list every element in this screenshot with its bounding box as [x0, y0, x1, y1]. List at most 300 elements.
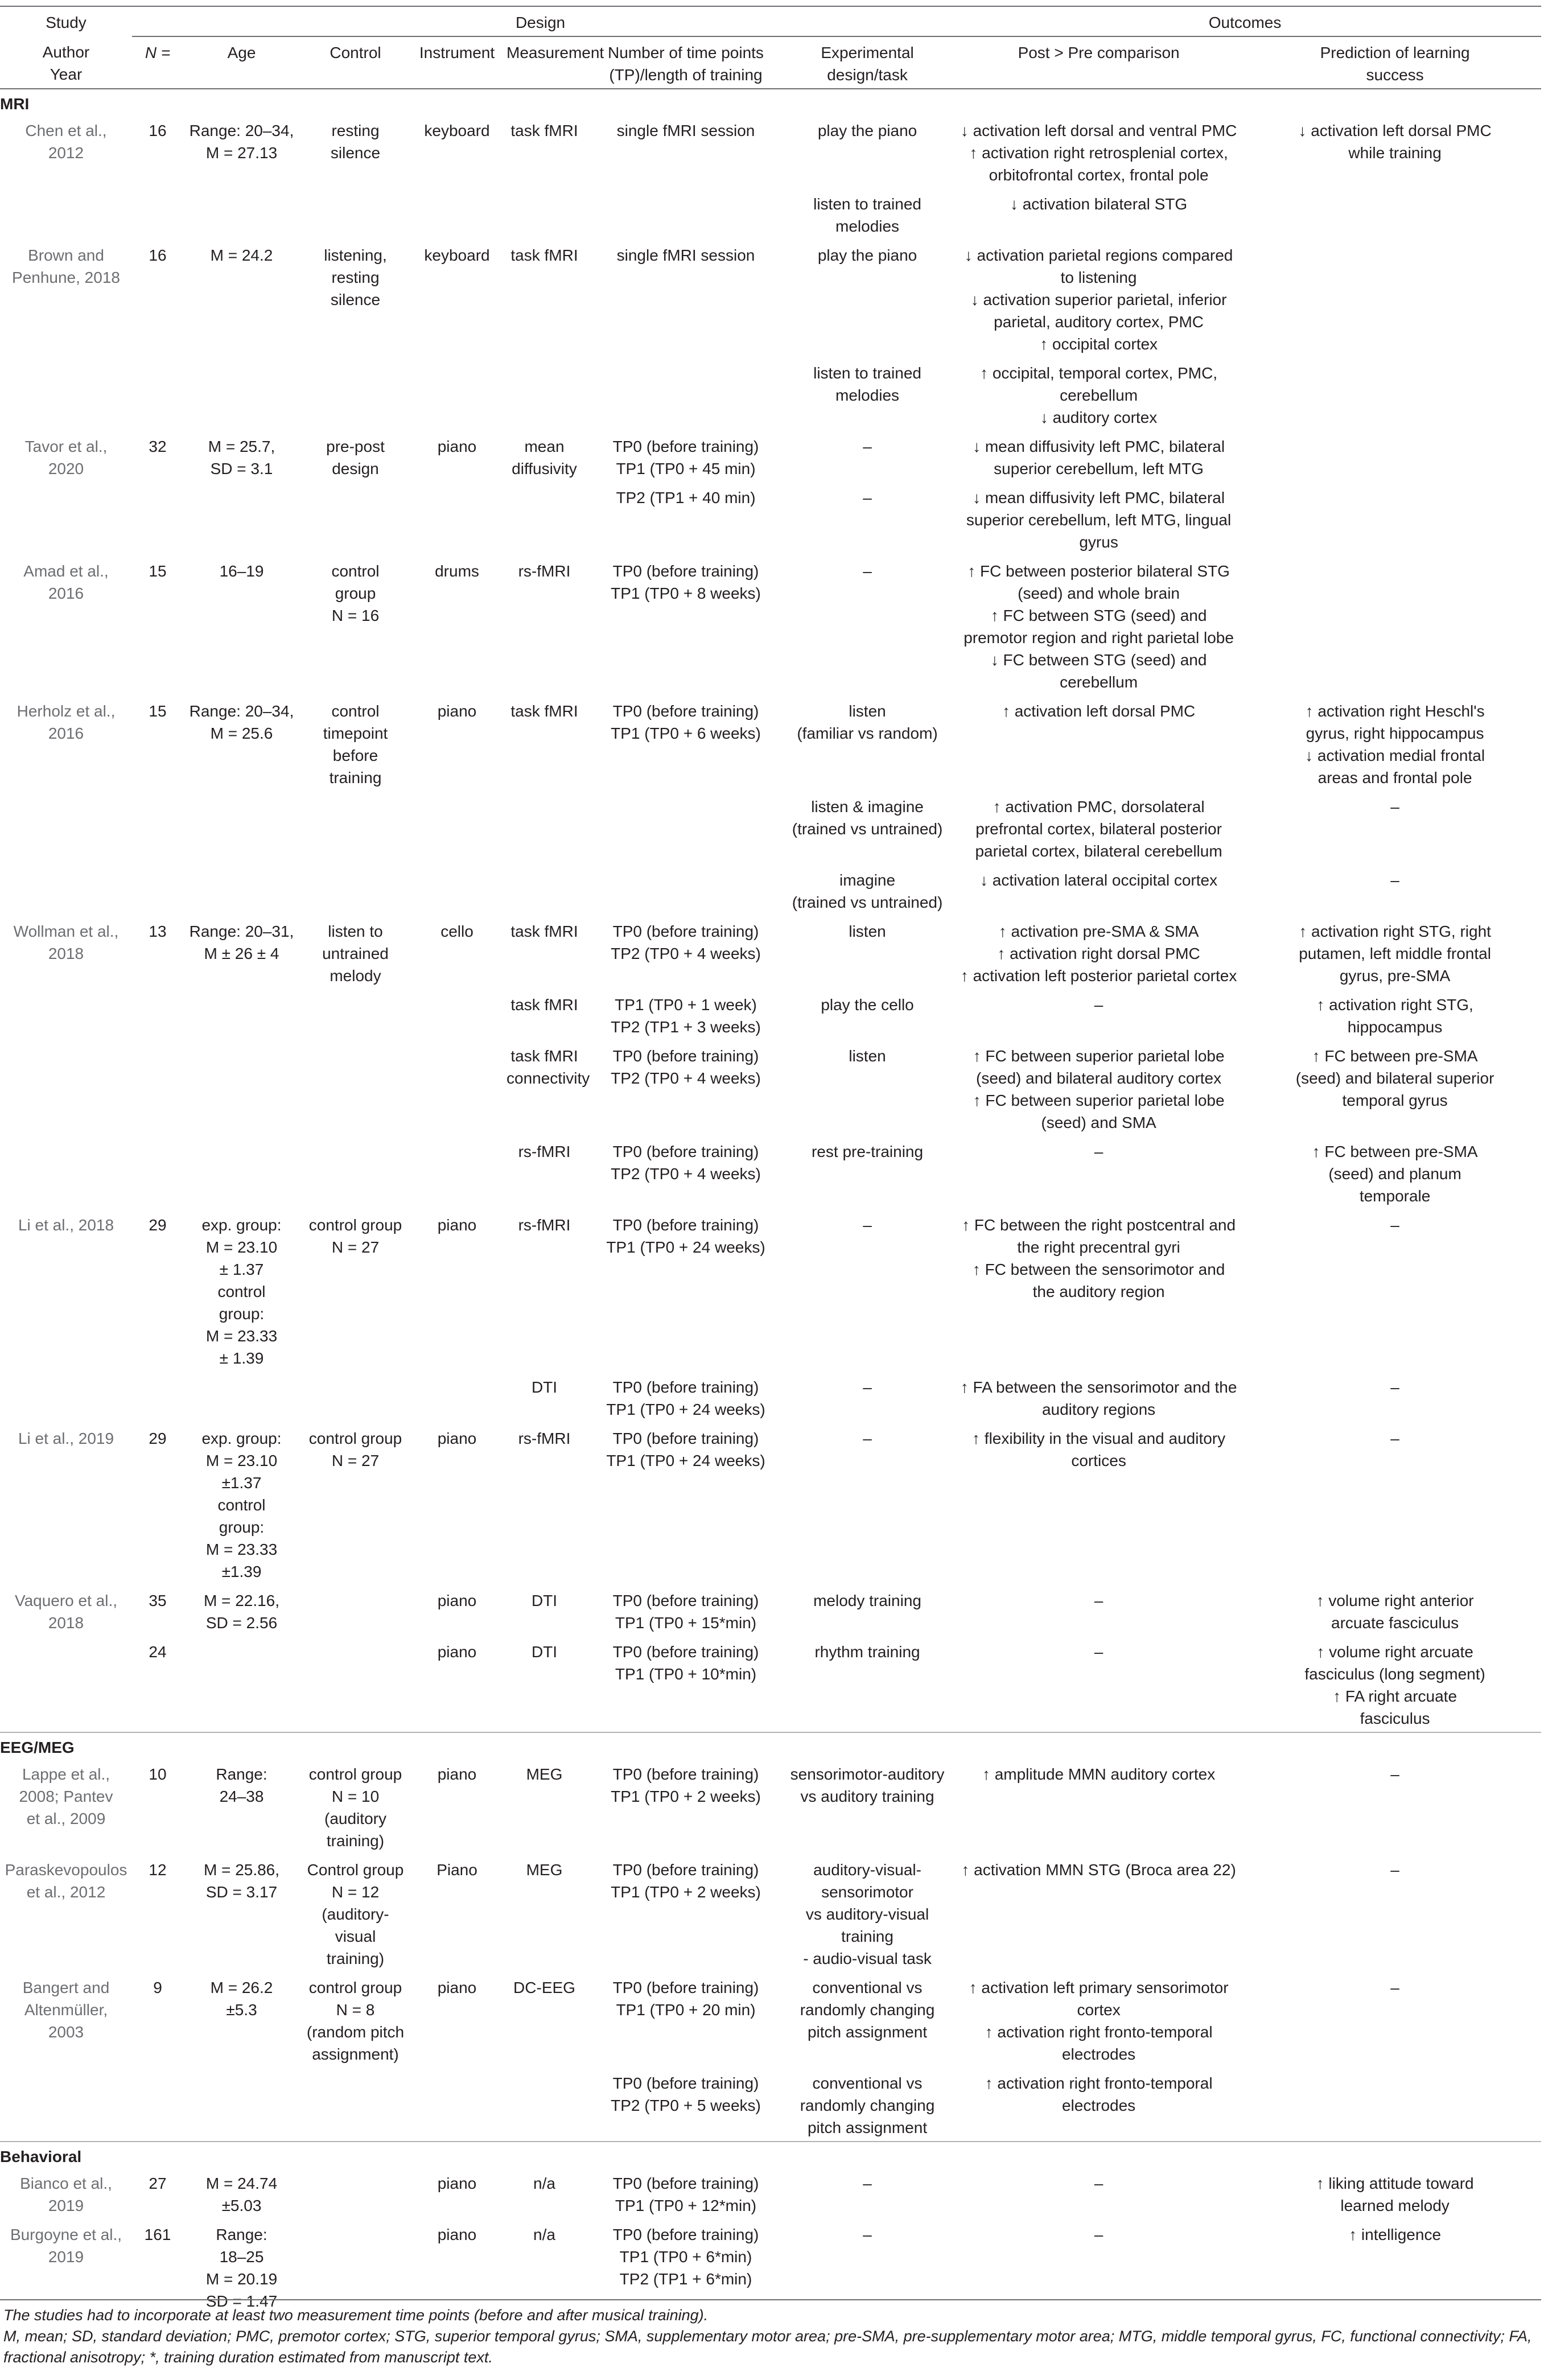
- cell-instrument: drums: [435, 562, 479, 580]
- cell-timepoints: TP0 (before training) TP1 (TP0 + 45 min): [612, 438, 759, 477]
- cell-age: M = 24.2: [210, 246, 273, 264]
- cell-timepoints: TP0 (before training) TP1 (TP0 + 24 weeks): [606, 1430, 765, 1469]
- cell-post-pre: ↑ FC between the right postcentral and the right precentral gyri ↑ FC between the sensorimotor and the auditory region: [962, 1216, 1236, 1300]
- cell-timepoints: single fMRI session: [616, 246, 755, 264]
- cell-age: [183, 188, 300, 240]
- cell-study: Vaquero et al., 2018: [14, 1592, 118, 1632]
- cell-timepoints: TP0 (before training) TP1 (TP0 + 24 weeks): [606, 1216, 765, 1256]
- cell-prediction: [1249, 188, 1541, 240]
- cell-age: M = 26.2 ±5.3: [210, 1979, 273, 2019]
- cell-n: 35: [149, 1592, 167, 1609]
- notes-divider: [0, 2299, 1541, 2300]
- cell-control: [300, 188, 411, 240]
- cell-age: [183, 2068, 300, 2142]
- header-design: Design: [132, 6, 949, 36]
- cell-post-pre: –: [1094, 996, 1104, 1014]
- studies-table: [0, 6, 1541, 2315]
- col-instrument: Instrument: [419, 44, 495, 61]
- cell-age: [183, 989, 300, 1040]
- cell-post-pre: ↑ activation left dorsal PMC: [1002, 702, 1196, 720]
- cell-experimental: –: [863, 438, 872, 455]
- cell-experimental: conventional vs randomly changing pitch assignment: [800, 2074, 935, 2136]
- cell-measurement: mean diffusivity: [512, 438, 577, 477]
- table-row: [0, 431, 1541, 482]
- cell-measurement: [503, 2068, 586, 2142]
- cell-study: Burgoyne et al., 2019: [10, 2226, 122, 2266]
- cell-n: [132, 482, 183, 555]
- cell-instrument: piano: [437, 2226, 477, 2243]
- cell-n: 15: [149, 702, 167, 720]
- table-row: [0, 188, 1541, 240]
- cell-instrument: piano: [437, 2175, 477, 2192]
- cell-control: pre-post design: [326, 438, 385, 477]
- cell-post-pre: –: [1094, 2175, 1104, 2192]
- cell-age: [183, 1636, 300, 1732]
- cell-control: [300, 791, 411, 864]
- col-timepoints: Number of time points (TP)/length of training: [608, 44, 764, 84]
- cell-timepoints: TP1 (TP0 + 1 week) TP2 (TP1 + 3 weeks): [611, 996, 761, 1036]
- cell-post-pre: ↑ flexibility in the visual and auditory cortices: [972, 1430, 1226, 1469]
- cell-prediction: ↑ liking attitude toward learned melody: [1316, 2175, 1474, 2214]
- cell-age: [183, 1136, 300, 1209]
- cell-study: Lappe et al., 2008; Pantev et al., 2009: [19, 1765, 113, 1827]
- header-outcomes: Outcomes: [949, 6, 1541, 36]
- cell-measurement: rs-fMRI: [518, 1216, 571, 1234]
- table-row: [0, 240, 1541, 357]
- table-row: [0, 1972, 1541, 2068]
- cell-measurement: task fMRI: [510, 923, 578, 940]
- table-row: [0, 1423, 1541, 1585]
- table-row: [0, 555, 1541, 695]
- cell-measurement: MEG: [526, 1861, 563, 1879]
- cell-timepoints: TP0 (before training) TP1 (TP0 + 24 weeks): [606, 1378, 765, 1418]
- cell-age: exp. group: M = 23.10 ± 1.37 control group: M = 23.33 ± 1.39: [201, 1216, 282, 1367]
- cell-prediction: [1249, 357, 1541, 431]
- cell-post-pre: ↑ activation right fronto-temporal electrodes: [985, 2074, 1213, 2114]
- cell-n: 29: [149, 1216, 167, 1234]
- cell-study: [0, 1136, 132, 1209]
- cell-post-pre: ↑ activation PMC, dorsolateral prefrontal cortex, bilateral posterior parietal cortex, bilateral cerebellum: [975, 798, 1222, 860]
- header-columns-row: [0, 36, 1541, 89]
- cell-timepoints: TP0 (before training) TP1 (TP0 + 10*min): [612, 1643, 759, 1683]
- cell-prediction: –: [1390, 1861, 1399, 1879]
- cell-experimental: rhythm training: [814, 1643, 920, 1661]
- cell-post-pre: ↑ FA between the sensorimotor and the auditory regions: [960, 1378, 1237, 1418]
- cell-experimental: play the cello: [821, 996, 914, 1014]
- cell-post-pre: ↑ activation MMN STG (Broca area 22): [961, 1861, 1236, 1879]
- cell-timepoints: TP0 (before training) TP1 (TP0 + 20 min): [612, 1979, 759, 2019]
- cell-instrument: [411, 864, 503, 916]
- cell-measurement: task fMRI connectivity: [507, 1047, 590, 1087]
- cell-post-pre: –: [1094, 1643, 1104, 1661]
- cell-prediction: [1249, 240, 1541, 357]
- cell-instrument: piano: [437, 438, 477, 455]
- cell-experimental: play the piano: [817, 246, 917, 264]
- cell-post-pre: –: [1094, 2226, 1104, 2243]
- cell-instrument: [411, 357, 503, 431]
- cell-measurement: DC-EEG: [513, 1979, 575, 1996]
- col-prediction: Prediction of learning success: [1320, 44, 1470, 84]
- cell-measurement: task fMRI: [510, 246, 578, 264]
- section-label: MRI: [0, 95, 30, 113]
- cell-measurement: task fMRI: [510, 122, 578, 139]
- cell-prediction: ↑ activation right STG, hippocampus: [1316, 996, 1473, 1036]
- col-measurement: Measurement: [507, 44, 604, 61]
- col-experimental: Experimental design/task: [821, 44, 914, 84]
- cell-n: [132, 357, 183, 431]
- cell-control: control group N = 27: [308, 1216, 402, 1256]
- cell-age: M = 22.16, SD = 2.56: [203, 1592, 280, 1632]
- cell-post-pre: ↓ activation lateral occipital cortex: [980, 871, 1218, 889]
- cell-n: [132, 1372, 183, 1423]
- cell-prediction: –: [1390, 1216, 1399, 1234]
- table-row: [0, 916, 1541, 989]
- cell-experimental: –: [863, 2175, 872, 2192]
- cell-experimental: listen to trained melodies: [813, 364, 921, 404]
- cell-age: [183, 1372, 300, 1423]
- cell-post-pre: ↑ FC between posterior bilateral STG (seed) and whole brain ↑ FC between STG (seed) and premotor region and right parietal lobe ↓ FC between STG (seed) and cerebellum: [964, 562, 1234, 691]
- cell-experimental: listen to trained melodies: [813, 195, 921, 235]
- cell-post-pre: ↑ amplitude MMN auditory cortex: [982, 1765, 1216, 1783]
- col-age: Age: [227, 44, 256, 61]
- cell-timepoints: TP0 (before training) TP1 (TP0 + 2 weeks): [611, 1861, 761, 1901]
- table-notes: [3, 2305, 1540, 2368]
- cell-control: [300, 1636, 411, 1732]
- table-row: [0, 2168, 1541, 2219]
- cell-study: [0, 2068, 132, 2142]
- cell-age: M = 25.7, SD = 3.1: [208, 438, 275, 477]
- cell-instrument: piano: [437, 1216, 477, 1234]
- cell-post-pre: –: [1094, 1143, 1104, 1160]
- cell-timepoints: TP0 (before training) TP1 (TP0 + 6*min) TP2 (TP1 + 6*min): [612, 2226, 759, 2288]
- cell-n: 15: [149, 562, 167, 580]
- cell-age: [183, 864, 300, 916]
- cell-prediction: ↑ FC between pre-SMA (seed) and bilateral superior temporal gyrus: [1295, 1047, 1494, 1109]
- cell-measurement: DTI: [531, 1378, 558, 1396]
- cell-instrument: [411, 791, 503, 864]
- cell-experimental: listen & imagine (trained vs untrained): [792, 798, 943, 838]
- table-row: [0, 1372, 1541, 1423]
- cell-instrument: [411, 2068, 503, 2142]
- cell-instrument: piano: [437, 1430, 477, 1447]
- cell-experimental: –: [863, 489, 872, 507]
- cell-control: control group N = 27: [308, 1430, 402, 1469]
- cell-prediction: –: [1390, 1378, 1399, 1396]
- cell-timepoints: [586, 357, 786, 431]
- cell-measurement: [503, 864, 586, 916]
- cell-experimental: auditory-visual- sensorimotor vs auditory-visual training - audio-visual task: [803, 1861, 932, 1967]
- cell-study: Bangert and Altenmüller, 2003: [22, 1979, 110, 2041]
- cell-age: [183, 482, 300, 555]
- cell-measurement: n/a: [533, 2226, 555, 2243]
- cell-instrument: keyboard: [424, 246, 490, 264]
- cell-prediction: ↑ activation right Heschl's gyrus, right hippocampus ↓ activation medial frontal areas and frontal pole: [1305, 702, 1485, 787]
- cell-control: [300, 989, 411, 1040]
- cell-experimental: listen (familiar vs random): [797, 702, 938, 742]
- cell-prediction: [1249, 431, 1541, 482]
- cell-experimental: listen: [849, 923, 886, 940]
- cell-post-pre: ↑ activation left primary sensorimotor cortex ↑ activation right fronto-temporal electrodes: [969, 1979, 1229, 2063]
- cell-instrument: [411, 482, 503, 555]
- cell-study: [0, 1040, 132, 1136]
- cell-prediction: ↑ volume right arcuate fasciculus (long segment) ↑ FA right arcuate fasciculus: [1304, 1643, 1485, 1727]
- col-author-year: Author Year: [42, 43, 90, 83]
- cell-prediction: ↑ intelligence: [1349, 2226, 1442, 2243]
- cell-post-pre: ↓ activation parietal regions compared to listening ↓ activation superior parietal, inferior parietal, auditory cortex, PMC ↑ occipital cortex: [964, 246, 1233, 353]
- cell-experimental: –: [863, 2226, 872, 2243]
- cell-control: [300, 2168, 411, 2219]
- cell-instrument: [411, 1372, 503, 1423]
- cell-n: 9: [153, 1979, 162, 1996]
- cell-control: resting silence: [330, 122, 381, 162]
- table-row: [0, 864, 1541, 916]
- section-label: EEG/MEG: [0, 1732, 1541, 1759]
- cell-measurement: DTI: [531, 1592, 558, 1609]
- cell-measurement: [503, 188, 586, 240]
- table-row: [0, 791, 1541, 864]
- cell-study: [0, 188, 132, 240]
- cell-study: Li et al., 2018: [18, 1216, 114, 1234]
- cell-timepoints: TP2 (TP1 + 40 min): [616, 489, 756, 507]
- cell-n: 13: [149, 923, 167, 940]
- cell-measurement: task fMRI: [510, 996, 578, 1014]
- cell-measurement: rs-fMRI: [518, 1143, 571, 1160]
- cell-n: 161: [144, 2226, 171, 2243]
- cell-control: [300, 1136, 411, 1209]
- table-row: [0, 1209, 1541, 1372]
- cell-study: [0, 482, 132, 555]
- cell-n: [132, 188, 183, 240]
- cell-timepoints: TP0 (before training) TP1 (TP0 + 8 weeks): [611, 562, 761, 602]
- cell-timepoints: TP0 (before training) TP1 (TP0 + 6 weeks): [611, 702, 761, 742]
- cell-prediction: ↑ FC between pre-SMA (seed) and planum temporale: [1312, 1143, 1478, 1205]
- cell-experimental: imagine (trained vs untrained): [792, 871, 943, 911]
- cell-prediction: –: [1390, 1430, 1399, 1447]
- cell-n: 24: [149, 1643, 167, 1661]
- cell-instrument: [411, 188, 503, 240]
- cell-control: listening, resting silence: [324, 246, 387, 308]
- cell-n: [132, 989, 183, 1040]
- cell-experimental: –: [863, 1216, 872, 1234]
- cell-experimental: –: [863, 1378, 872, 1396]
- cell-n: [132, 791, 183, 864]
- cell-control: [300, 1372, 411, 1423]
- table-row: [0, 357, 1541, 431]
- cell-timepoints: TP0 (before training) TP2 (TP0 + 4 weeks): [611, 1047, 761, 1087]
- cell-control: [300, 1585, 411, 1636]
- cell-instrument: piano: [437, 1592, 477, 1609]
- section-row-eeg: [0, 1732, 1541, 1759]
- cell-prediction: [1249, 555, 1541, 695]
- cell-age: M = 25.86, SD = 3.17: [203, 1861, 280, 1901]
- cell-prediction: –: [1390, 871, 1399, 889]
- table-row: [0, 1585, 1541, 1636]
- cell-experimental: listen: [849, 1047, 886, 1065]
- section-row-mri: [0, 89, 1541, 115]
- cell-prediction: [1249, 2068, 1541, 2142]
- cell-n: 27: [149, 2175, 167, 2192]
- cell-experimental: play the piano: [817, 122, 917, 139]
- table-row: [0, 1636, 1541, 1732]
- cell-experimental: sensorimotor-auditory vs auditory training: [790, 1765, 945, 1805]
- cell-post-pre: ↑ occipital, temporal cortex, PMC, cerebellum ↓ auditory cortex: [980, 364, 1218, 426]
- cell-study: Herholz et al., 2016: [17, 702, 116, 742]
- cell-instrument: [411, 1040, 503, 1136]
- cell-measurement: [503, 791, 586, 864]
- table-row: [0, 1136, 1541, 1209]
- cell-control: control group N = 10 (auditory training): [308, 1765, 402, 1850]
- cell-timepoints: TP0 (before training) TP1 (TP0 + 15*min): [612, 1592, 759, 1632]
- note-line-1: The studies had to incorporate at least two measurement time points (before and after musical training).: [3, 2307, 709, 2324]
- cell-post-pre: ↓ mean diffusivity left PMC, bilateral superior cerebellum, left MTG: [973, 438, 1225, 477]
- cell-measurement: rs-fMRI: [518, 1430, 571, 1447]
- table-body: [0, 89, 1541, 2315]
- col-n: N =: [145, 44, 171, 61]
- cell-instrument: [411, 989, 503, 1040]
- cell-timepoints: TP0 (before training) TP1 (TP0 + 12*min): [612, 2175, 759, 2214]
- cell-study: [0, 1636, 132, 1732]
- cell-timepoints: [586, 791, 786, 864]
- cell-timepoints: single fMRI session: [616, 122, 755, 139]
- cell-prediction: ↓ activation left dorsal PMC while training: [1298, 122, 1492, 162]
- cell-control: [300, 2068, 411, 2142]
- section-row-behavioral: [0, 2142, 1541, 2168]
- cell-age: [183, 357, 300, 431]
- cell-n: 16: [149, 122, 167, 139]
- cell-instrument: Piano: [437, 1861, 477, 1879]
- table-row: [0, 989, 1541, 1040]
- cell-control: control group N = 8 (random pitch assignment): [306, 1979, 405, 2063]
- cell-timepoints: TP0 (before training) TP2 (TP0 + 4 weeks): [611, 1143, 761, 1183]
- header-group-row: [0, 6, 1541, 36]
- cell-post-pre: ↑ activation pre-SMA & SMA ↑ activation right dorsal PMC ↑ activation left posterior parietal cortex: [960, 923, 1237, 985]
- cell-study: [0, 989, 132, 1040]
- cell-control: control group N = 16: [331, 562, 380, 624]
- cell-timepoints: TP0 (before training) TP2 (TP0 + 4 weeks): [611, 923, 761, 962]
- cell-measurement: [503, 357, 586, 431]
- cell-study: [0, 864, 132, 916]
- note-line-2: M, mean; SD, standard deviation; PMC, premotor cortex; STG, superior temporal gyrus; SMA, supplementary motor area; pre-SMA, pre-supplementary motor area; MTG, middle temporal gyrus, FC, functional connectivity; FA, fractional anisotropy; *, training duration estimated from manuscript text.: [3, 2328, 1532, 2366]
- cell-instrument: cello: [440, 923, 474, 940]
- cell-experimental: –: [863, 562, 872, 580]
- cell-post-pre: ↓ activation left dorsal and ventral PMC ↑ activation right retrosplenial cortex, orbitofrontal cortex, frontal pole: [960, 122, 1237, 184]
- cell-age: [183, 791, 300, 864]
- cell-control: [300, 357, 411, 431]
- cell-n: 32: [149, 438, 167, 455]
- cell-n: 16: [149, 246, 167, 264]
- col-control: Control: [330, 44, 381, 61]
- cell-age: Range: 20–31, M ± 26 ± 4: [189, 923, 294, 962]
- cell-measurement: DTI: [531, 1643, 558, 1661]
- cell-control: control timepoint before training: [323, 702, 388, 787]
- cell-control: listen to untrained melody: [322, 923, 389, 985]
- cell-n: [132, 2068, 183, 2142]
- cell-experimental: rest pre-training: [811, 1143, 924, 1160]
- cell-measurement: rs-fMRI: [518, 562, 571, 580]
- cell-study: Amad et al., 2016: [23, 562, 109, 602]
- cell-measurement: n/a: [533, 2175, 555, 2192]
- col-post-pre: Post > Pre comparison: [1018, 44, 1180, 61]
- cell-n: [132, 864, 183, 916]
- cell-timepoints: [586, 864, 786, 916]
- cell-post-pre: –: [1094, 1592, 1104, 1609]
- cell-n: [132, 1040, 183, 1136]
- cell-prediction: ↑ volume right anterior arcuate fasciculus: [1316, 1592, 1474, 1632]
- cell-n: [132, 1136, 183, 1209]
- cell-study: Brown and Penhune, 2018: [12, 246, 120, 286]
- cell-study: [0, 791, 132, 864]
- cell-timepoints: [586, 188, 786, 240]
- table-row: [0, 695, 1541, 791]
- cell-age: Range: 24–38: [216, 1765, 267, 1805]
- table-row: [0, 1854, 1541, 1972]
- cell-measurement: task fMRI: [510, 702, 578, 720]
- cell-instrument: piano: [437, 1643, 477, 1661]
- table-row: [0, 482, 1541, 555]
- cell-age: exp. group: M = 23.10 ±1.37 control group: M = 23.33 ±1.39: [201, 1430, 282, 1580]
- cell-instrument: [411, 1136, 503, 1209]
- cell-timepoints: TP0 (before training) TP1 (TP0 + 2 weeks): [611, 1765, 761, 1805]
- section-label: Behavioral: [0, 2142, 1541, 2168]
- cell-measurement: MEG: [526, 1765, 563, 1783]
- cell-post-pre: ↓ mean diffusivity left PMC, bilateral superior cerebellum, left MTG, lingual gyrus: [966, 489, 1232, 551]
- cell-n: 12: [149, 1861, 167, 1879]
- cell-study: Tavor et al., 2020: [24, 438, 108, 477]
- cell-prediction: –: [1390, 1765, 1399, 1783]
- cell-experimental: –: [863, 1430, 872, 1447]
- cell-study: Wollman et al., 2018: [13, 923, 119, 962]
- cell-control: Control group N = 12 (auditory-visual training): [307, 1861, 404, 1967]
- table-row: [0, 2068, 1541, 2142]
- cell-prediction: [1249, 482, 1541, 555]
- cell-control: [300, 1040, 411, 1136]
- cell-post-pre: ↓ activation bilateral STG: [1010, 195, 1188, 213]
- cell-experimental: melody training: [813, 1592, 921, 1609]
- cell-instrument: piano: [437, 1765, 477, 1783]
- cell-study: Li et al., 2019: [18, 1430, 114, 1447]
- cell-study: Paraskevopoulos et al., 2012: [5, 1861, 127, 1901]
- cell-age: Range: 20–34, M = 27.13: [189, 122, 294, 162]
- cell-prediction: –: [1390, 798, 1399, 816]
- cell-timepoints: TP0 (before training) TP2 (TP0 + 5 weeks): [611, 2074, 761, 2114]
- table-row: [0, 1759, 1541, 1854]
- cell-study: Chen et al., 2012: [25, 122, 107, 162]
- cell-age: [183, 1040, 300, 1136]
- cell-control: [300, 864, 411, 916]
- header-study: Study: [46, 14, 87, 31]
- cell-instrument: piano: [437, 702, 477, 720]
- cell-study: [0, 357, 132, 431]
- table-row: [0, 115, 1541, 188]
- cell-measurement: [503, 482, 586, 555]
- cell-age: Range: 18–25 M = 20.19 SD = 1.47: [205, 2226, 278, 2310]
- cell-experimental: conventional vs randomly changing pitch assignment: [800, 1979, 935, 2041]
- cell-control: [300, 482, 411, 555]
- table-row: [0, 1040, 1541, 1136]
- cell-prediction: –: [1390, 1979, 1399, 1996]
- cell-instrument: keyboard: [424, 122, 490, 139]
- cell-age: Range: 20–34, M = 25.6: [189, 702, 294, 742]
- cell-study: [0, 1372, 132, 1423]
- cell-instrument: piano: [437, 1979, 477, 1996]
- cell-n: 29: [149, 1430, 167, 1447]
- cell-post-pre: ↑ FC between superior parietal lobe (seed) and bilateral auditory cortex ↑ FC between superior parietal lobe (seed) and SMA: [973, 1047, 1225, 1131]
- cell-age: 16–19: [219, 562, 264, 580]
- cell-n: 10: [149, 1765, 167, 1783]
- cell-study: Bianco et al., 2019: [20, 2175, 112, 2214]
- cell-prediction: ↑ activation right STG, right putamen, left middle frontal gyrus, pre-SMA: [1299, 923, 1491, 985]
- cell-age: M = 24.74 ±5.03: [205, 2175, 278, 2214]
